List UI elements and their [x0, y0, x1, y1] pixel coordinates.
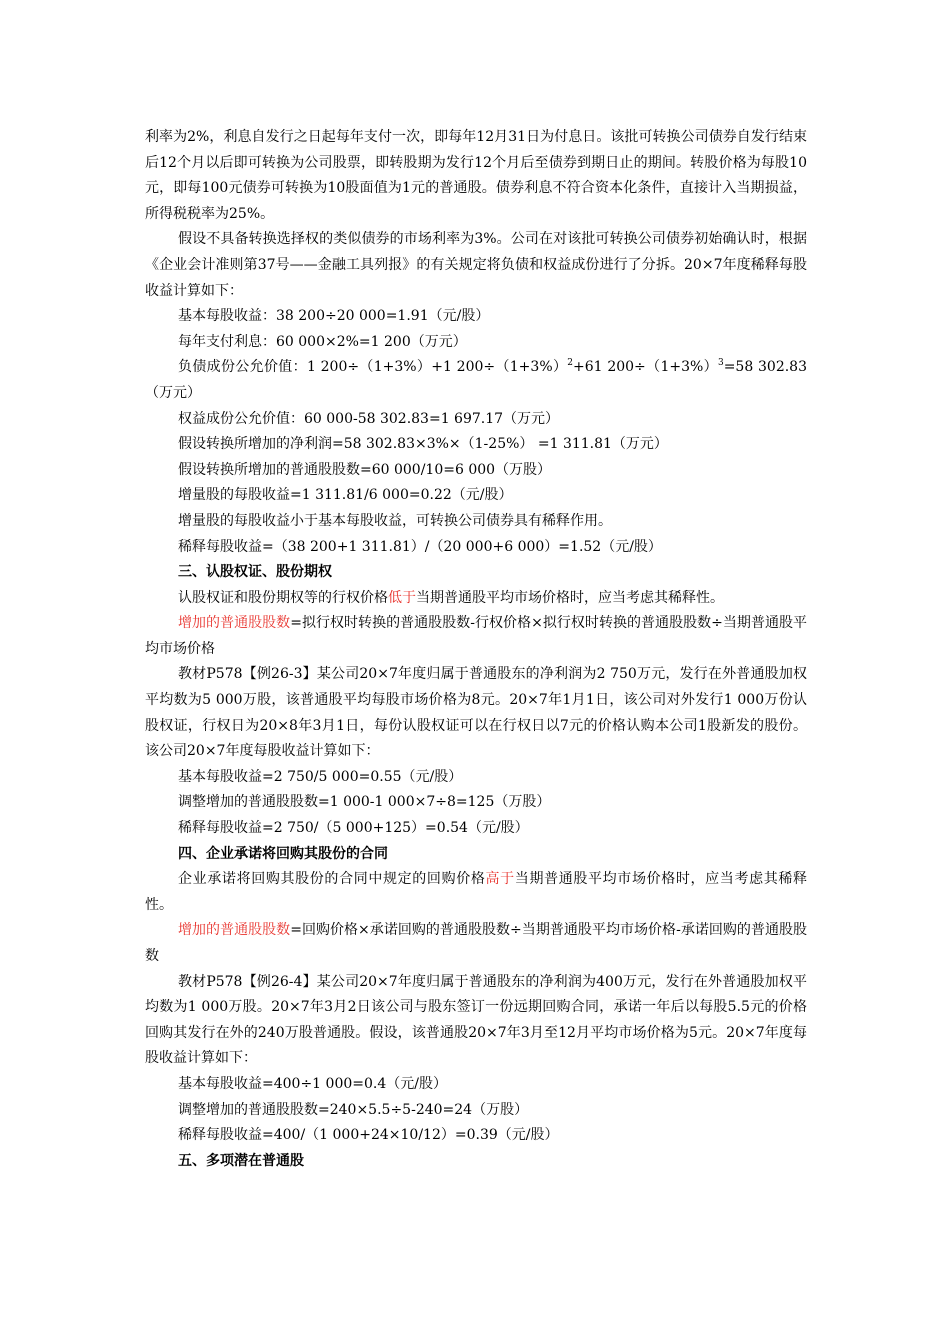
- calc-line: 稀释每股收益=2 750/（5 000+125）=0.54（元/股）: [178, 820, 529, 837]
- highlight-text: 低于: [388, 589, 416, 606]
- example-paragraph: 教材P578【例26-3】某公司20×7年度归属于普通股东的净利润为2 750万元，发行在外普通股加权平均数为5 000万股，该普通股平均每股市场价格为8元。20×7年1月1日，该公司对外发行1 000万份认股权证，行权日为20×8年3月1日，每份认股权证可以在行权日以7元的价格认购本公司1股新发的股份。该公司20×7年度每股收益计算如下：: [145, 666, 807, 760]
- calc-text: 负债成份公允价值：1 200÷（1+3%）+1 200÷（1+3%）: [178, 359, 568, 376]
- section-heading: 五、多项潜在普通股: [178, 1152, 304, 1169]
- document-page: [145, 125, 807, 1174]
- section-heading: 四、企业承诺将回购其股份的合同: [178, 845, 388, 862]
- calc-line: 增量股的每股收益小于基本每股收益，可转换公司债券具有稀释作用。: [178, 512, 612, 529]
- calc-line: 稀释每股收益=（38 200+1 311.81）/（20 000+6 000）=1.52（元/股）: [178, 538, 662, 555]
- paragraph: [145, 586, 807, 612]
- highlight-text: 高于: [485, 871, 515, 888]
- highlight-text: 增加的普通股股数: [178, 615, 291, 632]
- example-paragraph: 教材P578【例26-4】某公司20×7年度归属于普通股东的净利润为400万元，发行在外普通股加权平均数为1 000万股。20×7年3月2日该公司与股东签订一份远期回购合同，承诺一年后以每股5.5元的价格回购其发行在外的240万股普通股。假设，该普通股20×7年3月至12月平均市场价格为5元。20×7年度每股收益计算如下：: [145, 973, 807, 1067]
- text: =回购价格×承诺回购的普通股股数÷当期普通股平均市场价格-承诺回购的普通股股数: [145, 922, 808, 964]
- calc-line: 基本每股收益=2 750/5 000=0.55（元/股）: [178, 768, 463, 785]
- paragraph: 利率为2%，利息自发行之日起每年支付一次，即每年12月31日为付息日。该批可转换公司债券自发行结束后12个月以后即可转换为公司股票，即转股期为发行12个月后至债券到期日止的期间。转股价格为每股10元，即每100元债券可转换为10股面值为1元的普通股。债券利息不符合资本化条件，直接计入当期损益，所得税税率为25%。: [145, 129, 807, 222]
- formula: [145, 918, 807, 969]
- calc-line: 假设转换所增加的普通股股数=60 000/10=6 000（万股）: [178, 461, 552, 478]
- paragraph: [145, 867, 807, 918]
- text: 当期普通股平均市场价格时，应当考虑其稀释性。: [416, 589, 724, 606]
- calc-line: 权益成份公允价值：60 000-58 302.83=1 697.17（万元）: [178, 410, 560, 427]
- calc-text: +61 200÷（1+3%）: [573, 359, 718, 376]
- calc-line: 基本每股收益=400÷1 000=0.4（元/股）: [178, 1075, 447, 1092]
- calc-line: 假设转换所增加的净利润=58 302.83×3%×（1-25%） =1 311.81（万元）: [178, 436, 668, 453]
- calc-line: 调整增加的普通股股数=240×5.5÷5-240=24（万股）: [178, 1101, 529, 1118]
- section-heading: 三、认股权证、股份期权: [178, 564, 332, 581]
- calc-line: 每年支付利息：60 000×2%=1 200（万元）: [178, 333, 467, 350]
- calc-line: 增量股的每股收益=1 311.81/6 000=0.22（元/股）: [178, 487, 513, 504]
- exponent: 2: [567, 358, 574, 369]
- text: 当期普通股平均市场价格时，应当考虑其稀释性。: [145, 871, 808, 913]
- exponent: 3: [717, 358, 724, 369]
- text: 认股权证和股份期权等的行权价格: [178, 589, 388, 606]
- calc-line: 基本每股收益：38 200÷20 000=1.91（元/股）: [178, 308, 490, 325]
- calc-line: 调整增加的普通股股数=1 000-1 000×7÷8=125（万股）: [178, 794, 551, 811]
- highlight-text: 增加的普通股股数: [178, 922, 291, 939]
- text: 企业承诺将回购其股份的合同中规定的回购价格: [178, 871, 486, 888]
- paragraph: 假设不具备转换选择权的类似债券的市场利率为3%。公司在对该批可转换公司债券初始确认时，根据《企业会计准则第37号——金融工具列报》的有关规定将负债和权益成份进行了分拆。20×7年度稀释每股收益计算如下：: [145, 231, 807, 299]
- calc-text: =58 302.83（万元）: [145, 359, 807, 401]
- formula: [145, 611, 807, 662]
- calc-line: 稀释每股收益=400/（1 000+24×10/12）=0.39（元/股）: [178, 1127, 559, 1144]
- calc-line: [145, 355, 807, 406]
- text: =拟行权时转换的普通股股数-行权价格×拟行权时转换的普通股股数÷当期普通股平均市场价格: [145, 615, 808, 657]
